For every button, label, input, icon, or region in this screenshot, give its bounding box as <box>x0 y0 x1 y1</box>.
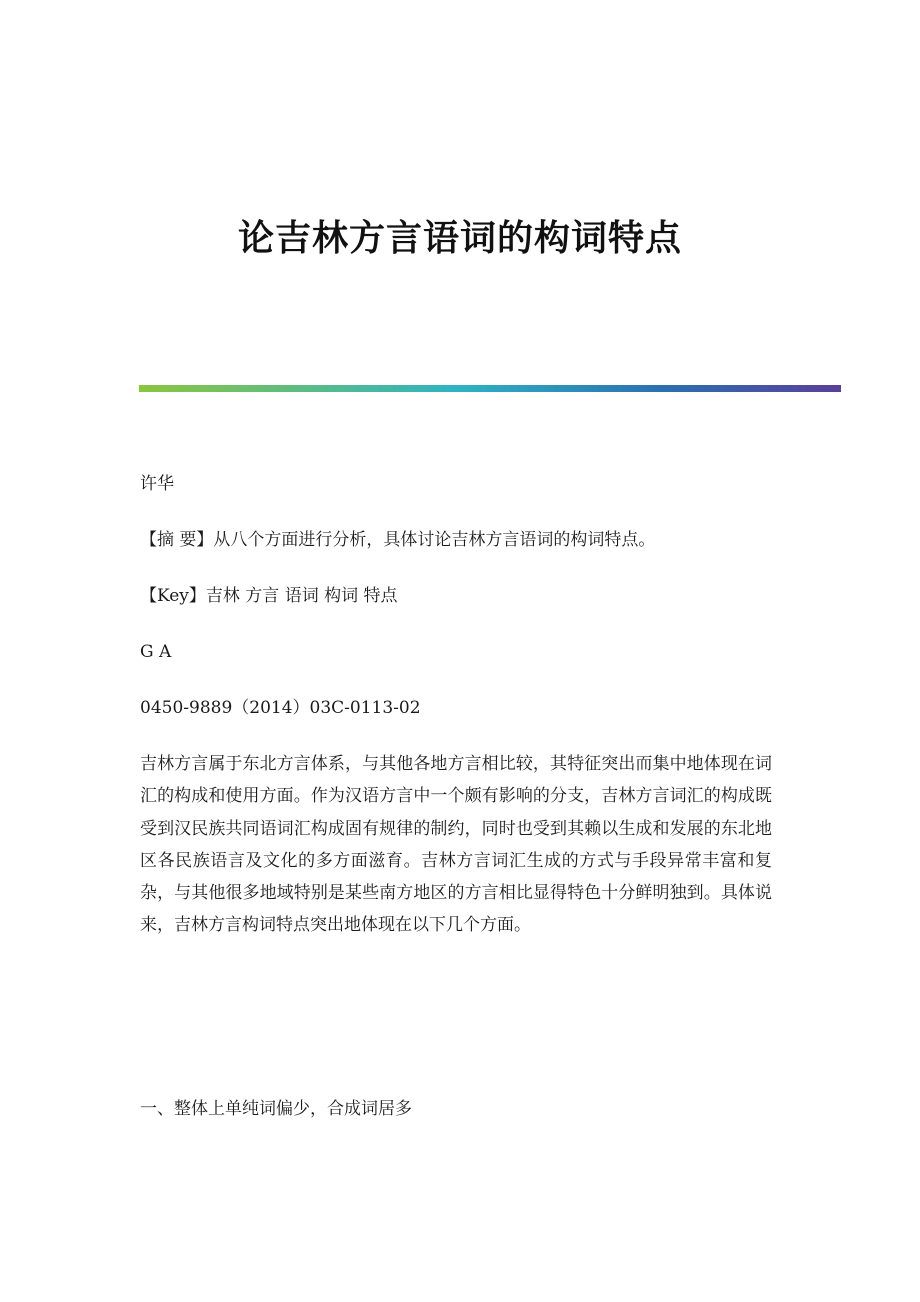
article-number: 0450-9889（2014）03C-0113-02 <box>140 698 421 718</box>
author-name: 许华 <box>140 474 174 494</box>
classification-code: G A <box>140 642 172 662</box>
abstract: 【摘 要】从八个方面进行分析，具体讨论吉林方言语词的构词特点。 <box>140 530 656 550</box>
gradient-divider <box>139 385 841 392</box>
body-paragraph: 吉林方言属于东北方言体系，与其他各地方言相比较，其特征突出而集中地体现在词汇的构成和使用方面。作为汉语方言中一个颇有影响的分支，吉林方言词汇的构成既受到汉民族共同语词汇构成固有规律的制约，同时也受到其赖以生成和发展的东北地区各民族语言及文化的多方面滋育。吉林方言词汇生成的方式与手段异常丰富和复杂，与其他很多地域特别是某些南方地区的方言相比显得特色十分鲜明独到。具体说来，吉林方言构词特点突出地体现在以下几个方面。 <box>140 754 772 936</box>
document-title: 论吉林方言语词的构词特点 <box>237 217 682 259</box>
keywords: 【Key】吉林 方言 语词 构词 特点 <box>140 586 398 606</box>
section-heading: 一、整体上单纯词偏少，合成词居多 <box>140 1099 412 1119</box>
